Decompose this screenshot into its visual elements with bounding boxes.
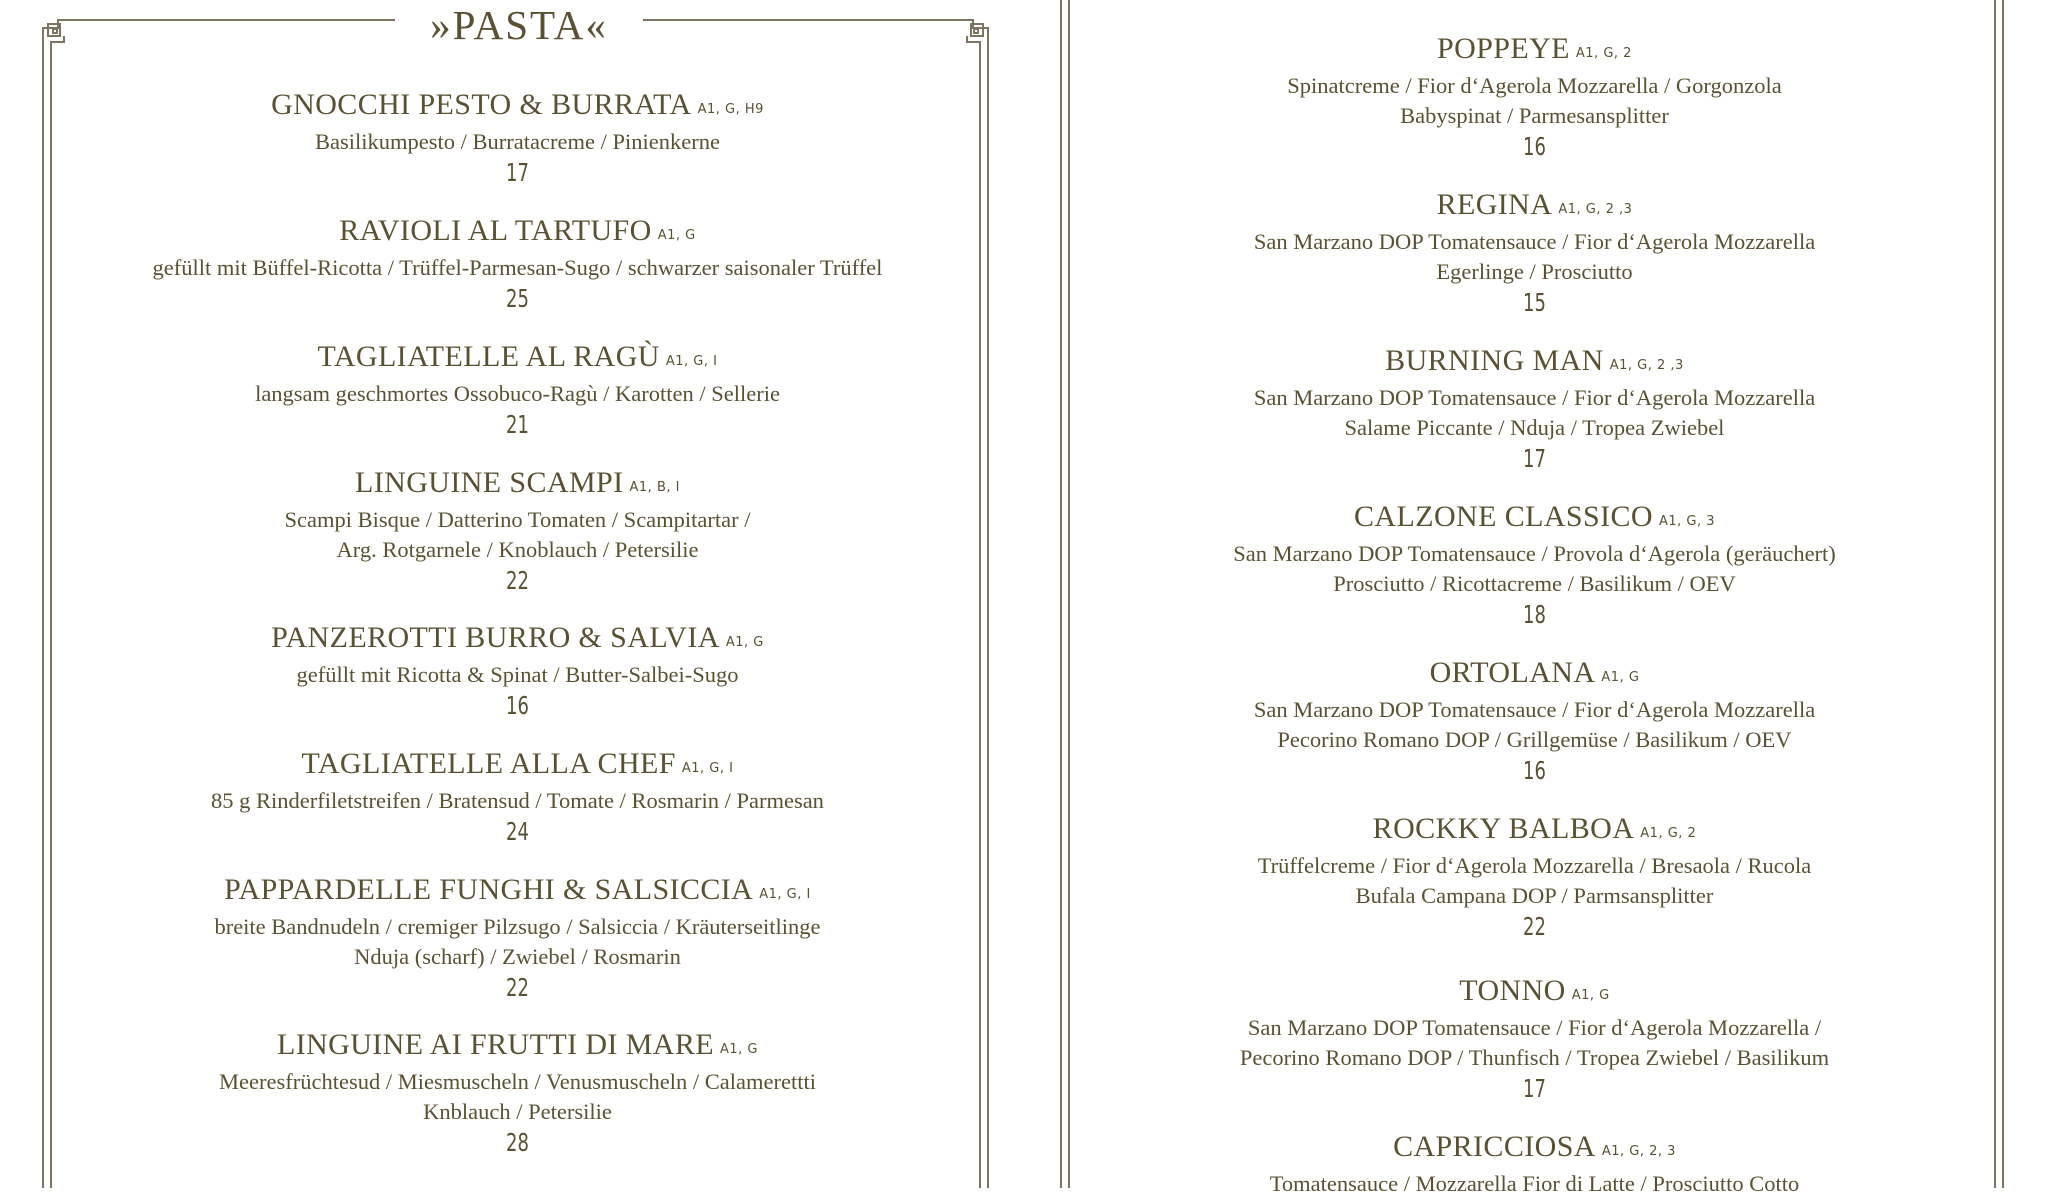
allergen-codes: A1, G, H9 (697, 102, 764, 117)
dish-name (45, 340, 990, 379)
dish-name-text: TAGLIATELLE AL RAGÙ (317, 340, 660, 373)
dish-description: Nduja (scharf) / Zwiebel / Rosmarin (354, 944, 681, 969)
menu-item (1062, 32, 2007, 163)
dish-description: breite Bandnudeln / cremiger Pilzsugo / Salsiccia / Kräuterseitlinge (214, 914, 821, 939)
menu-item (1062, 188, 2007, 319)
dish-price: 15 (1523, 288, 1546, 317)
dish-description: Knblauch / Petersilie (423, 1099, 612, 1124)
dish-description: Babyspinat / Parmesansplitter (1400, 103, 1669, 128)
menu-item (45, 621, 990, 722)
dish-price: 21 (506, 410, 529, 439)
dish-description: Scampi Bisque / Datterino Tomaten / Scampitartar / (284, 507, 751, 532)
dish-name (45, 88, 990, 127)
dish-price: 22 (506, 566, 529, 595)
dish-description: langsam geschmortes Ossobuco-Ragù / Karotten / Sellerie (255, 381, 780, 406)
dish-name (1062, 974, 2007, 1013)
dish-description: Pecorino Romano DOP / Grillgemüse / Basilikum / OEV (1277, 727, 1792, 752)
dish-name-text: LINGUINE SCAMPI (355, 466, 624, 499)
dish-price: 16 (1523, 132, 1546, 161)
allergen-codes: A1, G (1571, 988, 1610, 1003)
allergen-codes: A1, G, 2 (1640, 826, 1697, 841)
dish-name (45, 214, 990, 253)
dish-description: Spinatcreme / Fior d‘Agerola Mozzarella / Gorgonzola (1287, 73, 1782, 98)
dish-description: San Marzano DOP Tomatensauce / Fior d‘Agerola Mozzarella / (1247, 1015, 1822, 1040)
dish-name-text: ROCKKY BALBOA (1372, 812, 1635, 845)
dish-description: gefüllt mit Büffel-Ricotta / Trüffel-Parmesan-Sugo / schwarzer saisonaler Trüffel (152, 255, 883, 280)
dish-description: Arg. Rotgarnele / Knoblauch / Petersilie (336, 537, 699, 562)
dish-description: Prosciutto / Ricottacreme / Basilikum / OEV (1333, 571, 1736, 596)
dish-name (1062, 1130, 2007, 1169)
dish-name-text: TONNO (1459, 974, 1566, 1007)
allergen-codes: A1, G, 2 ,3 (1558, 202, 1633, 217)
dish-name (1062, 656, 2007, 695)
allergen-codes: A1, B, I (629, 480, 680, 495)
menu-item (45, 873, 990, 1004)
menu-item (1062, 500, 2007, 631)
dish-name-text: BURNING MAN (1385, 344, 1604, 377)
dish-price: 22 (1523, 912, 1546, 941)
dish-description: Trüffelcreme / Fior d‘Agerola Mozzarella / Bresaola / Rucola (1257, 853, 1812, 878)
dish-price: 24 (506, 817, 529, 846)
dish-name-text: ORTOLANA (1429, 656, 1596, 689)
dish-name (1062, 188, 2007, 227)
dish-description: gefüllt mit Ricotta & Spinat / Butter-Salbei-Sugo (296, 662, 739, 687)
allergen-codes: A1, G, 2, 3 (1601, 1144, 1676, 1159)
allergen-codes: A1, G, 3 (1658, 514, 1715, 529)
dish-name (45, 873, 990, 912)
dish-description: San Marzano DOP Tomatensauce / Fior d‘Agerola Mozzarella (1253, 697, 1816, 722)
dish-price: 16 (506, 691, 529, 720)
dish-description: San Marzano DOP Tomatensauce / Provola d‘Agerola (geräuchert) (1233, 541, 1836, 566)
dish-price: 17 (1523, 1074, 1546, 1103)
menu-item (1062, 974, 2007, 1105)
menu-item (45, 88, 990, 189)
dish-price: 22 (506, 973, 529, 1002)
dish-description: Bufala Campana DOP / Parmsansplitter (1355, 883, 1714, 908)
dish-description: Pecorino Romano DOP / Thunfisch / Tropea Zwiebel / Basilikum (1239, 1045, 1830, 1070)
allergen-codes: A1, G (720, 1042, 759, 1057)
allergen-codes: A1, G, I (665, 354, 718, 369)
menu-item (45, 466, 990, 597)
dish-name (45, 747, 990, 786)
dish-name-text: POPPEYE (1437, 32, 1570, 65)
dish-price: 16 (1523, 756, 1546, 785)
allergen-codes: A1, G, 2 ,3 (1609, 358, 1684, 373)
dish-description: Salame Piccante / Nduja / Tropea Zwiebel (1344, 415, 1725, 440)
dish-description: San Marzano DOP Tomatensauce / Fior d‘Agerola Mozzarella (1253, 385, 1816, 410)
dish-name (1062, 32, 2007, 71)
dish-name-text: PAPPARDELLE FUNGHI & SALSICCIA (224, 873, 754, 906)
dish-price: 25 (506, 284, 529, 313)
dish-name (45, 1028, 990, 1067)
dish-price: 17 (506, 158, 529, 187)
dish-name (1062, 500, 2007, 539)
dish-price: 17 (1523, 444, 1546, 473)
dish-name (45, 466, 990, 505)
dish-name-text: GNOCCHI PESTO & BURRATA (271, 88, 692, 121)
dish-name-text: PANZEROTTI BURRO & SALVIA (271, 621, 720, 654)
allergen-codes: A1, G, I (759, 887, 811, 902)
allergen-codes: A1, G (657, 228, 696, 243)
menu-item (1062, 344, 2007, 475)
allergen-codes: A1, G, 2 (1575, 46, 1632, 61)
dish-name-text: CALZONE CLASSICO (1354, 500, 1653, 533)
menu-item (45, 214, 990, 315)
dish-description: Meeresfrüchtesud / Miesmuscheln / Venusmuscheln / Calamerettti (219, 1069, 816, 1094)
section-title-pasta: »PASTA« (395, 0, 643, 48)
dish-description: San Marzano DOP Tomatensauce / Fior d‘Agerola Mozzarella (1253, 229, 1816, 254)
dish-price: 28 (506, 1128, 529, 1157)
dish-name-text: RAVIOLI AL TARTUFO (339, 214, 652, 247)
menu-item (45, 1028, 990, 1159)
allergen-codes: A1, G (725, 635, 764, 650)
dish-description: Tomatensauce / Mozzarella Fior di Latte / Prosciutto Cotto (1269, 1171, 1800, 1196)
dish-name-text: LINGUINE AI FRUTTI DI MARE (276, 1028, 714, 1061)
menu-item (1062, 656, 2007, 787)
allergen-codes: A1, G, I (681, 761, 734, 776)
dish-description: Basilikumpesto / Burratacreme / Pinienkerne (315, 129, 720, 154)
menu-item (1062, 812, 2007, 943)
dish-name (1062, 812, 2007, 851)
dish-name (45, 621, 990, 660)
dish-name-text: TAGLIATELLE ALLA CHEF (301, 747, 676, 780)
menu-item (45, 340, 990, 441)
menu-item (1062, 1130, 2007, 1199)
menu-item (45, 747, 990, 848)
dish-name-text: CAPRICCIOSA (1393, 1130, 1596, 1163)
dish-name-text: REGINA (1436, 188, 1553, 221)
dish-price: 18 (1523, 600, 1546, 629)
dish-description: 85 g Rinderfiletstreifen / Bratensud / Tomate / Rosmarin / Parmesan (211, 788, 824, 813)
allergen-codes: A1, G (1601, 670, 1640, 685)
dish-name (1062, 344, 2007, 383)
dish-description: Egerlinge / Prosciutto (1436, 259, 1633, 284)
